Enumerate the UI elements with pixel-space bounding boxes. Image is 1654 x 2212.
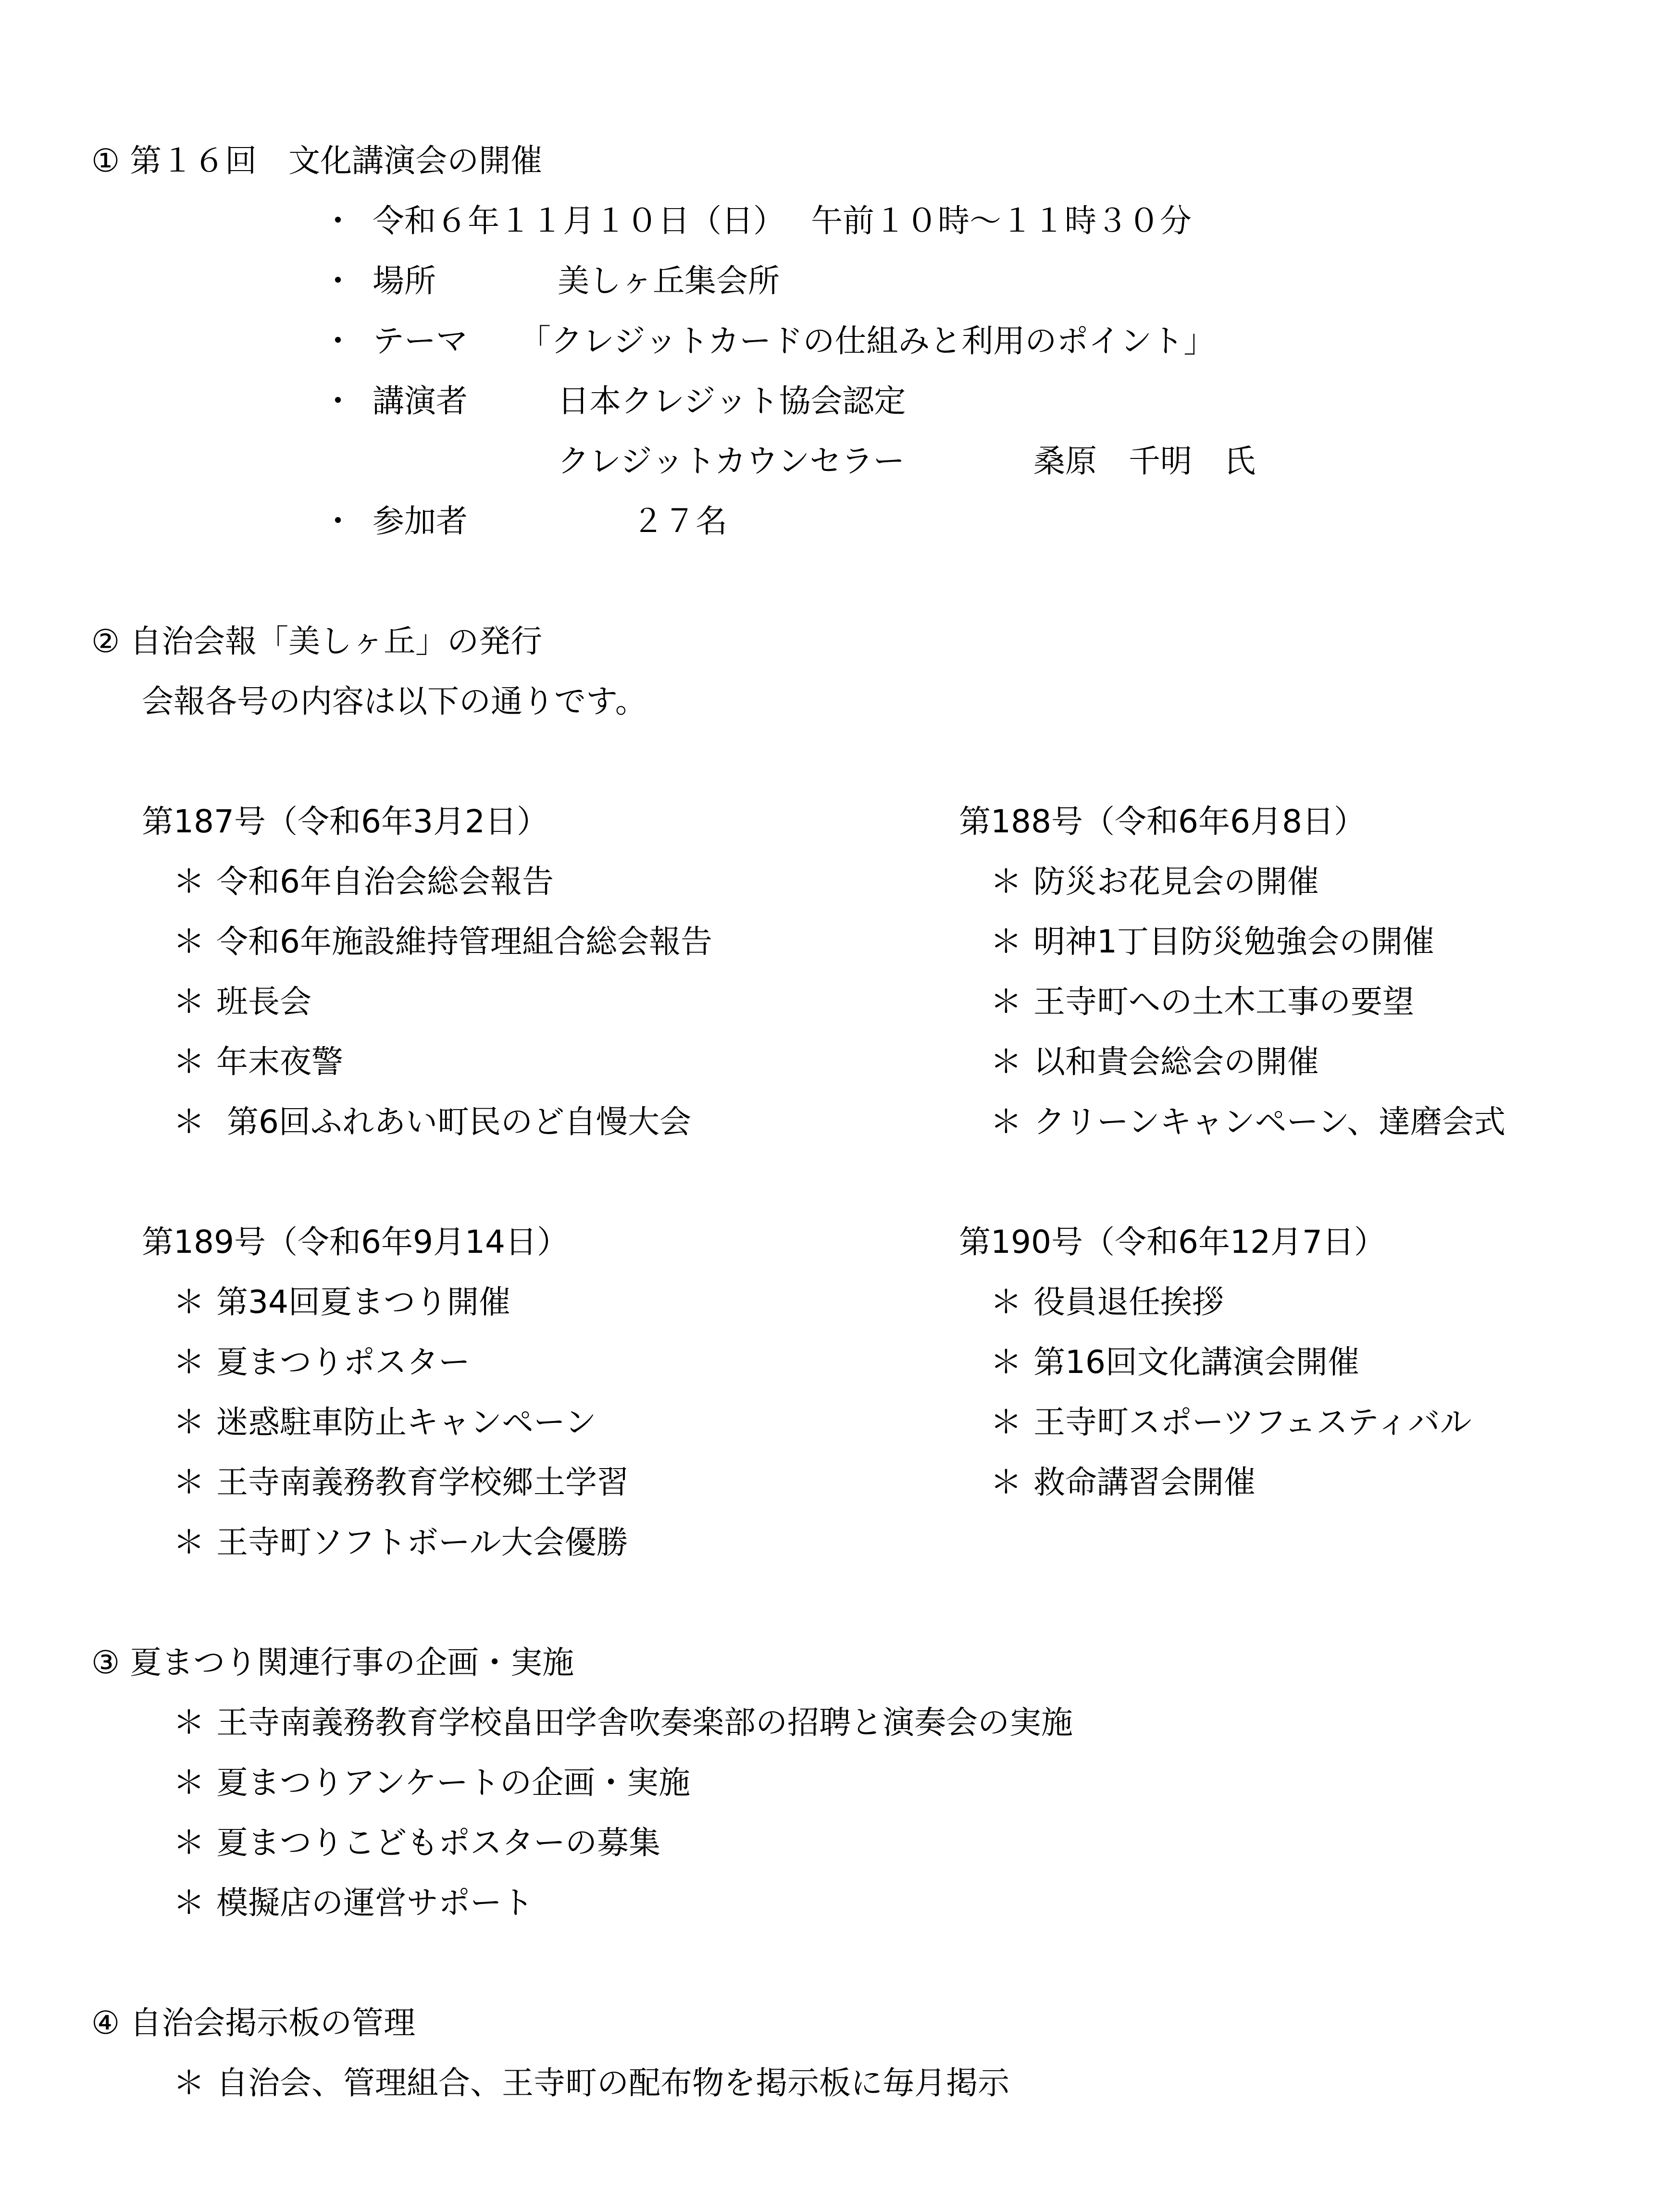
asterisk-icon: ＊ xyxy=(173,923,205,960)
section4-heading: ④ 自治会掲示板の管理 xyxy=(91,2004,416,2041)
speaker-label: 講演者 xyxy=(373,383,468,420)
list-item: ＊ 夏まつりアンケートの企画・実施 xyxy=(173,1761,690,1804)
theme-value: 「クレジットカードの仕組みと利用のポイント」 xyxy=(519,322,1216,359)
participants-label: 参加者 xyxy=(373,503,468,540)
issue-189-title: 第189号（令和6年9月14日） xyxy=(142,1223,569,1260)
speaker-title: クレジットカウンセラー xyxy=(558,443,905,480)
list-item: ＊ 夏まつりポスター xyxy=(173,1341,470,1384)
list-item: ＊ 第16回文化講演会開催 xyxy=(990,1341,1359,1384)
asterisk-icon: ＊ xyxy=(173,1404,205,1441)
list-item: ＊ 令和6年自治会総会報告 xyxy=(173,860,554,903)
asterisk-icon: ＊ xyxy=(990,1103,1022,1140)
bullet-dot: ・ xyxy=(322,202,354,239)
place-value: 美しヶ丘集会所 xyxy=(558,262,780,299)
list-item: ＊ 王寺南義務教育学校郷土学習 xyxy=(173,1461,629,1504)
list-item: ＊ 以和貴会総会の開催 xyxy=(990,1040,1319,1084)
asterisk-icon: ＊ xyxy=(173,1704,205,1741)
list-item: ＊ 自治会、管理組合、王寺町の配布物を掲示板に毎月掲示 xyxy=(173,2062,1009,2105)
list-item: ＊ 第6回ふれあい町民のど自慢大会 xyxy=(173,1100,691,1144)
list-item: ＊ 王寺町ソフトボール大会優勝 xyxy=(173,1521,628,1564)
participants-value: ２７名 xyxy=(632,503,727,540)
place-label: 場所 xyxy=(373,262,436,299)
list-item: ＊ 王寺南義務教育学校畠田学舎吹奏楽部の招聘と演奏会の実施 xyxy=(173,1701,1073,1744)
asterisk-icon: ＊ xyxy=(173,2064,205,2101)
asterisk-icon: ＊ xyxy=(173,1103,205,1140)
bullet-dot: ・ xyxy=(322,322,354,359)
asterisk-icon: ＊ xyxy=(990,863,1022,900)
list-item: ＊ 王寺町スポーツフェスティバル xyxy=(990,1401,1471,1444)
asterisk-icon: ＊ xyxy=(173,1824,205,1861)
asterisk-icon: ＊ xyxy=(173,1524,205,1561)
asterisk-icon: ＊ xyxy=(173,863,205,900)
list-item: ＊ クリーンキャンペーン、達磨会式 xyxy=(990,1100,1505,1144)
list-item: ＊ 年末夜警 xyxy=(173,1040,343,1084)
asterisk-icon: ＊ xyxy=(173,1464,205,1501)
speaker-org: 日本クレジット協会認定 xyxy=(558,383,906,420)
asterisk-icon: ＊ xyxy=(990,1344,1022,1381)
issue-187-title: 第187号（令和6年3月2日） xyxy=(142,803,548,840)
lecture-date: 令和６年１１月１０日（日） 午前１０時～１１時３０分 xyxy=(373,202,1192,239)
issue-188-title: 第188号（令和6年6月8日） xyxy=(959,803,1366,840)
asterisk-icon: ＊ xyxy=(990,1284,1022,1321)
asterisk-icon: ＊ xyxy=(173,1344,205,1381)
list-item: ＊ 第34回夏まつり開催 xyxy=(173,1281,510,1324)
issue-190-title: 第190号（令和6年12月7日） xyxy=(959,1223,1386,1260)
list-item: ＊ 防災お花見会の開催 xyxy=(990,860,1319,903)
section1-heading: ① 第１６回 文化講演会の開催 xyxy=(91,142,543,179)
list-item: ＊ 迷惑駐車防止キャンペーン xyxy=(173,1401,597,1444)
bullet-dot: ・ xyxy=(322,383,354,420)
asterisk-icon: ＊ xyxy=(173,1043,205,1080)
asterisk-icon: ＊ xyxy=(990,1464,1022,1501)
list-item: ＊ 明神1丁目防災勉強会の開催 xyxy=(990,920,1434,964)
section3-heading: ③ 夏まつり関連行事の企画・実施 xyxy=(91,1644,574,1681)
asterisk-icon: ＊ xyxy=(173,983,205,1020)
list-item: ＊ 令和6年施設維持管理組合総会報告 xyxy=(173,920,712,964)
list-item: ＊ 役員退任挨拶 xyxy=(990,1281,1224,1324)
speaker-name: 桑原 千明 氏 xyxy=(1033,443,1256,480)
list-item: ＊ 王寺町への土木工事の要望 xyxy=(990,980,1414,1024)
section2-heading: ② 自治会報「美しヶ丘」の発行 xyxy=(91,623,543,660)
asterisk-icon: ＊ xyxy=(990,1404,1022,1441)
asterisk-icon: ＊ xyxy=(990,1043,1022,1080)
list-item: ＊ 夏まつりこどもポスターの募集 xyxy=(173,1821,660,1865)
bullet-dot: ・ xyxy=(322,262,354,299)
asterisk-icon: ＊ xyxy=(173,1884,205,1921)
list-item: ＊ 救命講習会開催 xyxy=(990,1461,1256,1504)
list-item: ＊ 模擬店の運営サポート xyxy=(173,1881,534,1925)
list-item: ＊ 班長会 xyxy=(173,980,311,1024)
asterisk-icon: ＊ xyxy=(990,923,1022,960)
asterisk-icon: ＊ xyxy=(173,1284,205,1321)
asterisk-icon: ＊ xyxy=(173,1764,205,1801)
theme-label: テーマ xyxy=(373,322,468,359)
bullet-dot: ・ xyxy=(322,503,354,540)
asterisk-icon: ＊ xyxy=(990,983,1022,1020)
section2-intro: 会報各号の内容は以下の通りです。 xyxy=(142,683,647,720)
